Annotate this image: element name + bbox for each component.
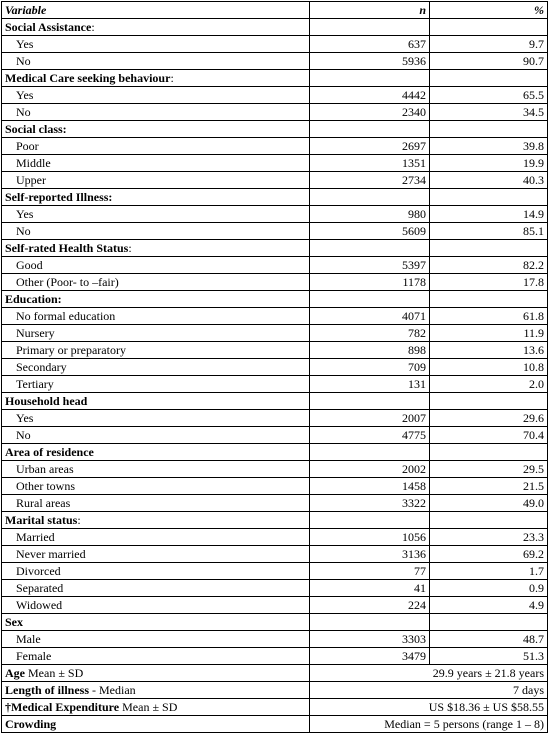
summary-label-cell (2, 699, 310, 716)
table-body (2, 2, 548, 733)
section-header-row (2, 189, 548, 206)
empty-cell (310, 291, 430, 308)
summary-suffix: Mean ± SD (119, 699, 178, 714)
count-value: 782 (310, 325, 430, 342)
table-row (2, 342, 548, 359)
percent-value: 65.5 (430, 87, 548, 104)
percent-value: 70.4 (430, 427, 548, 444)
summary-label-cell (2, 665, 310, 682)
percent-value: 48.7 (430, 631, 548, 648)
category-label: Yes (2, 206, 310, 223)
percent-value: 14.9 (430, 206, 548, 223)
summary-suffix: - Median (89, 682, 136, 697)
section-header-row (2, 70, 548, 87)
section-header-row (2, 121, 548, 138)
percent-value: 39.8 (430, 138, 548, 155)
summary-suffix: Mean ± SD (25, 665, 84, 680)
table-row (2, 308, 548, 325)
count-value: 2007 (310, 410, 430, 427)
section-header-row (2, 240, 548, 257)
summary-label-cell (2, 716, 310, 733)
count-value: 4071 (310, 308, 430, 325)
table-row (2, 631, 548, 648)
count-value: 3479 (310, 648, 430, 665)
count-value: 3303 (310, 631, 430, 648)
empty-cell (430, 393, 548, 410)
percent-value: 4.9 (430, 597, 548, 614)
count-value: 637 (310, 36, 430, 53)
category-label: Never married (2, 546, 310, 563)
category-label: Middle (2, 155, 310, 172)
summary-row (2, 682, 548, 699)
section-title-cell (2, 70, 310, 87)
category-label: Good (2, 257, 310, 274)
section-title-cell (2, 512, 310, 529)
category-label: Yes (2, 410, 310, 427)
count-value: 5397 (310, 257, 430, 274)
percent-value: 82.2 (430, 257, 548, 274)
empty-cell (310, 121, 430, 138)
table-row (2, 274, 548, 291)
empty-cell (430, 189, 548, 206)
count-value: 1056 (310, 529, 430, 546)
table-row (2, 206, 548, 223)
count-value: 3322 (310, 495, 430, 512)
count-value: 1458 (310, 478, 430, 495)
category-label: Secondary (2, 359, 310, 376)
summary-row (2, 716, 548, 733)
table-row (2, 478, 548, 495)
section-header-row (2, 393, 548, 410)
category-label: Urban areas (2, 461, 310, 478)
section-title-suffix: : (77, 512, 81, 527)
table-row (2, 597, 548, 614)
table-row (2, 87, 548, 104)
count-value: 4775 (310, 427, 430, 444)
table-row (2, 257, 548, 274)
percent-value: 10.8 (430, 359, 548, 376)
category-label: No (2, 427, 310, 444)
summary-title: Age (5, 665, 25, 680)
table-row (2, 223, 548, 240)
category-label: Married (2, 529, 310, 546)
table-row (2, 410, 548, 427)
percent-value: 17.8 (430, 274, 548, 291)
table-row (2, 427, 548, 444)
section-title: Marital status (5, 512, 78, 527)
category-label: No formal education (2, 308, 310, 325)
percent-value: 21.5 (430, 478, 548, 495)
section-title-cell (2, 189, 310, 206)
percent-value: 40.3 (430, 172, 548, 189)
category-label: No (2, 104, 310, 121)
empty-cell (310, 512, 430, 529)
section-title: Social Assistance (5, 19, 92, 34)
category-label: Female (2, 648, 310, 665)
empty-cell (430, 240, 548, 257)
empty-cell (310, 240, 430, 257)
section-header-row (2, 19, 548, 36)
category-label: Male (2, 631, 310, 648)
category-label: Upper (2, 172, 310, 189)
count-value: 1351 (310, 155, 430, 172)
header-n: n (310, 2, 430, 19)
section-title: Education: (5, 291, 62, 306)
section-title: Sex (5, 614, 23, 629)
count-value: 2734 (310, 172, 430, 189)
section-title: Social class: (5, 121, 67, 136)
empty-cell (310, 393, 430, 410)
section-title-cell (2, 240, 310, 257)
percent-value: 69.2 (430, 546, 548, 563)
table-row (2, 529, 548, 546)
count-value: 2340 (310, 104, 430, 121)
header-percent: % (430, 2, 548, 19)
count-value: 898 (310, 342, 430, 359)
section-title: Area of residence (5, 444, 94, 459)
category-label: Yes (2, 36, 310, 53)
summary-value: 29.9 years ± 21.8 years (310, 665, 548, 682)
table-row (2, 648, 548, 665)
percent-value: 0.9 (430, 580, 548, 597)
summary-row (2, 665, 548, 682)
section-title-cell (2, 393, 310, 410)
category-label: No (2, 223, 310, 240)
percent-value: 29.6 (430, 410, 548, 427)
count-value: 2002 (310, 461, 430, 478)
percent-value: 1.7 (430, 563, 548, 580)
table-row (2, 359, 548, 376)
percent-value: 90.7 (430, 53, 548, 70)
category-label: Other towns (2, 478, 310, 495)
table-row (2, 325, 548, 342)
summary-value: Median = 5 persons (range 1 – 8) (310, 716, 548, 733)
category-label: Separated (2, 580, 310, 597)
count-value: 41 (310, 580, 430, 597)
empty-cell (430, 19, 548, 36)
table-row (2, 53, 548, 70)
section-title-cell (2, 614, 310, 631)
table-row (2, 138, 548, 155)
summary-label-cell (2, 682, 310, 699)
count-value: 3136 (310, 546, 430, 563)
section-header-row (2, 291, 548, 308)
empty-cell (430, 70, 548, 87)
count-value: 709 (310, 359, 430, 376)
section-title-suffix: : (170, 70, 174, 85)
table-row (2, 155, 548, 172)
section-header-row (2, 444, 548, 461)
section-title: Household head (5, 393, 88, 408)
empty-cell (430, 512, 548, 529)
section-title-cell (2, 291, 310, 308)
section-title: Self-rated Health Status (5, 240, 129, 255)
count-value: 1178 (310, 274, 430, 291)
summary-value: US $18.36 ± US $58.55 (310, 699, 548, 716)
empty-cell (310, 70, 430, 87)
table-row (2, 376, 548, 393)
count-value: 4442 (310, 87, 430, 104)
count-value: 980 (310, 206, 430, 223)
category-label: Nursery (2, 325, 310, 342)
percent-value: 2.0 (430, 376, 548, 393)
table-row (2, 104, 548, 121)
empty-cell (430, 614, 548, 631)
empty-cell (310, 444, 430, 461)
variables-table (1, 1, 548, 733)
category-label: Yes (2, 87, 310, 104)
table-header-row (2, 2, 548, 19)
percent-value: 11.9 (430, 325, 548, 342)
section-title-suffix: : (91, 19, 95, 34)
section-title-cell (2, 121, 310, 138)
percent-value: 61.8 (430, 308, 548, 325)
section-title: Medical Care seeking behaviour (5, 70, 171, 85)
percent-value: 34.5 (430, 104, 548, 121)
category-label: Primary or preparatory (2, 342, 310, 359)
count-value: 131 (310, 376, 430, 393)
percent-value: 13.6 (430, 342, 548, 359)
percent-value: 85.1 (430, 223, 548, 240)
table-row (2, 563, 548, 580)
category-label: No (2, 53, 310, 70)
table-row (2, 461, 548, 478)
category-label: Rural areas (2, 495, 310, 512)
empty-cell (310, 19, 430, 36)
percent-value: 23.3 (430, 529, 548, 546)
empty-cell (310, 189, 430, 206)
count-value: 77 (310, 563, 430, 580)
table-row (2, 546, 548, 563)
table-row (2, 495, 548, 512)
section-title-cell (2, 444, 310, 461)
summary-title: †Medical Expenditure (5, 699, 120, 714)
empty-cell (430, 444, 548, 461)
empty-cell (430, 121, 548, 138)
table-row (2, 36, 548, 53)
percent-value: 51.3 (430, 648, 548, 665)
category-label: Poor (2, 138, 310, 155)
count-value: 2697 (310, 138, 430, 155)
summary-value: 7 days (310, 682, 548, 699)
section-title: Self-reported Illness: (5, 189, 113, 204)
percent-value: 19.9 (430, 155, 548, 172)
category-label: Divorced (2, 563, 310, 580)
table-row (2, 172, 548, 189)
header-variable: Variable (2, 2, 310, 19)
category-label: Tertiary (2, 376, 310, 393)
empty-cell (310, 614, 430, 631)
percent-value: 49.0 (430, 495, 548, 512)
count-value: 5936 (310, 53, 430, 70)
summary-title: Crowding (5, 716, 57, 731)
table-row (2, 580, 548, 597)
section-title-cell (2, 19, 310, 36)
count-value: 5609 (310, 223, 430, 240)
category-label: Widowed (2, 597, 310, 614)
summary-title: Length of illness (5, 682, 90, 697)
summary-row (2, 699, 548, 716)
percent-value: 29.5 (430, 461, 548, 478)
percent-value: 9.7 (430, 36, 548, 53)
section-title-suffix: : (128, 240, 132, 255)
section-header-row (2, 614, 548, 631)
count-value: 224 (310, 597, 430, 614)
category-label: Other (Poor- to –fair) (2, 274, 310, 291)
section-header-row (2, 512, 548, 529)
empty-cell (430, 291, 548, 308)
